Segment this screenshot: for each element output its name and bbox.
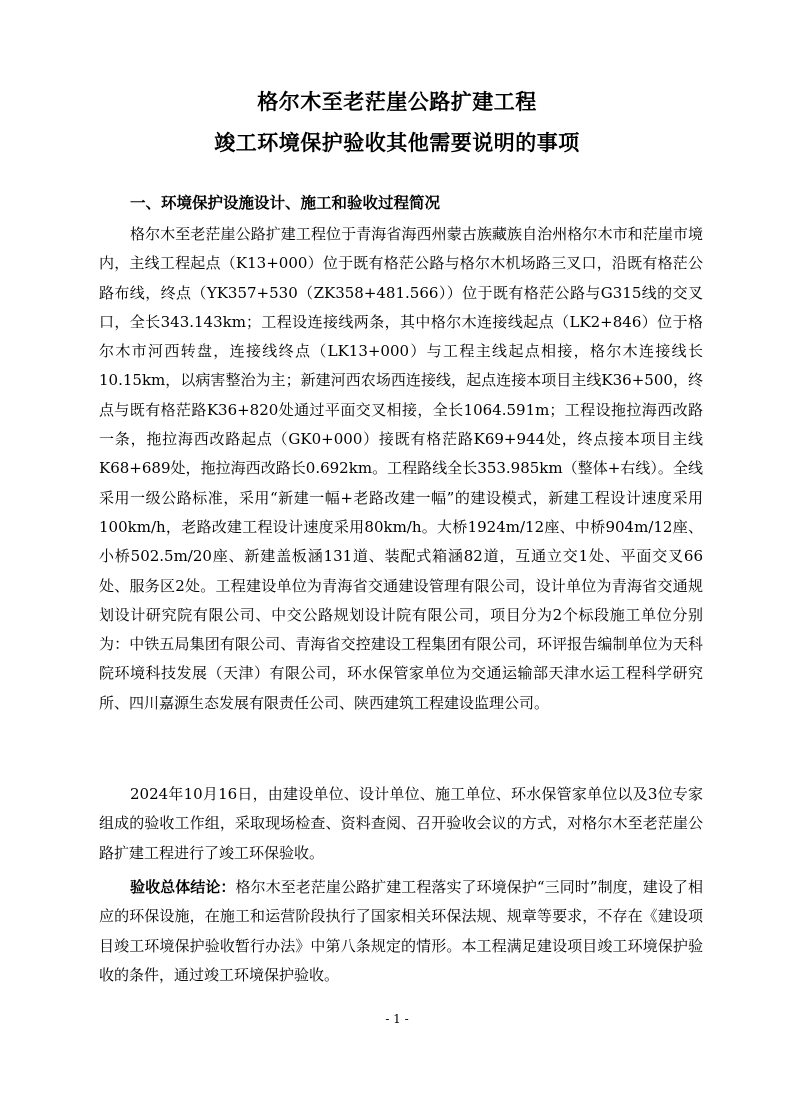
acceptance-process-paragraph: 2024年10月16日，由建设单位、设计单位、施工单位、环水保管家单位以及3位专家组成的验收工作组，采取现场检查、资料查阅、召开验收会议的方式，对格尔木至老茫崖公路扩建工程进行了竣工环保验收。 [99,785,703,862]
project-overview-paragraph: 格尔木至老茫崖公路扩建工程位于青海省海西州蒙古族藏族自治州格尔木市和茫崖市境内，主线工程起点（K13+000）位于既有格茫公路与格尔木机场路三叉口，沿既有格茫公路布线，终点（YK357+530（ZK358+481.566））位于既有格茫公路与G315线的交叉口，全长343.143km；工程设连接线两条，其中格尔木连接线起点（LK2+846）位于格尔木市河西转盘，连接线终点（LK13+000）与工程主线起点相接，格尔木连接线长10.15km，以病害整治为主；新建河西农场西连接线，起点连接本项目主线K36+500，终点与既有格茫路K36+820处通过平面交叉相接，全长1064.591m；工程设拖拉海西改路一条，拖拉海西改路起点（GK0+000）接既有格茫路K69+944处，终点接本项目主线K68+689处，拖拉海西改路长0.692km。工程路线全长353.985km（整体+右线）。全线采用一级公路标准，采用“新建一幅+老路改建一幅”的建设模式，新建工程设计速度采用100km/h，老路改建工程设计速度采用80km/h。大桥1924m/12座、中桥904m/12座、小桥502.5m/20座、新建盖板涵131道、装配式箱涵82道，互通立交1处、平面交叉66处、服务区2处。工程建设单位为青海省交通建设管理有限公司，设计单位为青海省交通规划设计研究院有限公司、中交公路规划设计院有限公司，项目分为2个标段施工单位分别为：中铁五局集团有限公司、青海省交控建设工程集团有限公司，环评报告编制单位为天科院环境科技发展（天津）有限公司，环水保管家单位为交通运输部天津水运工程科学研究所、四川嘉源生态发展有限责任公司、陕西建筑工程建设监理公司。 [99,225,703,712]
conclusion-lead-label: 验收总体结论： [130,878,236,896]
page-number: - 1 - [385,1012,409,1026]
conclusion-text: 格尔木至老茫崖公路扩建工程落实了环境保护“三同时”制度，建设了相应的环保设施，在施工和运营阶段执行了国家相关环保法规、规章等要求，不存在《建设项目竣工环境保护验收暂行办法》中第八条规定的情形。本工程满足建设项目竣工环境保护验收的条件，通过竣工环境保护验收。 [99,878,703,984]
section-1-heading: 一、环境保护设施设计、施工和验收过程简况 [130,194,441,212]
acceptance-conclusion-paragraph [99,873,703,990]
document-title-line-2: 竣工环境保护验收其他需要说明的事项 [214,131,580,155]
document-title-line-1: 格尔木至老茫崖公路扩建工程 [257,90,537,114]
